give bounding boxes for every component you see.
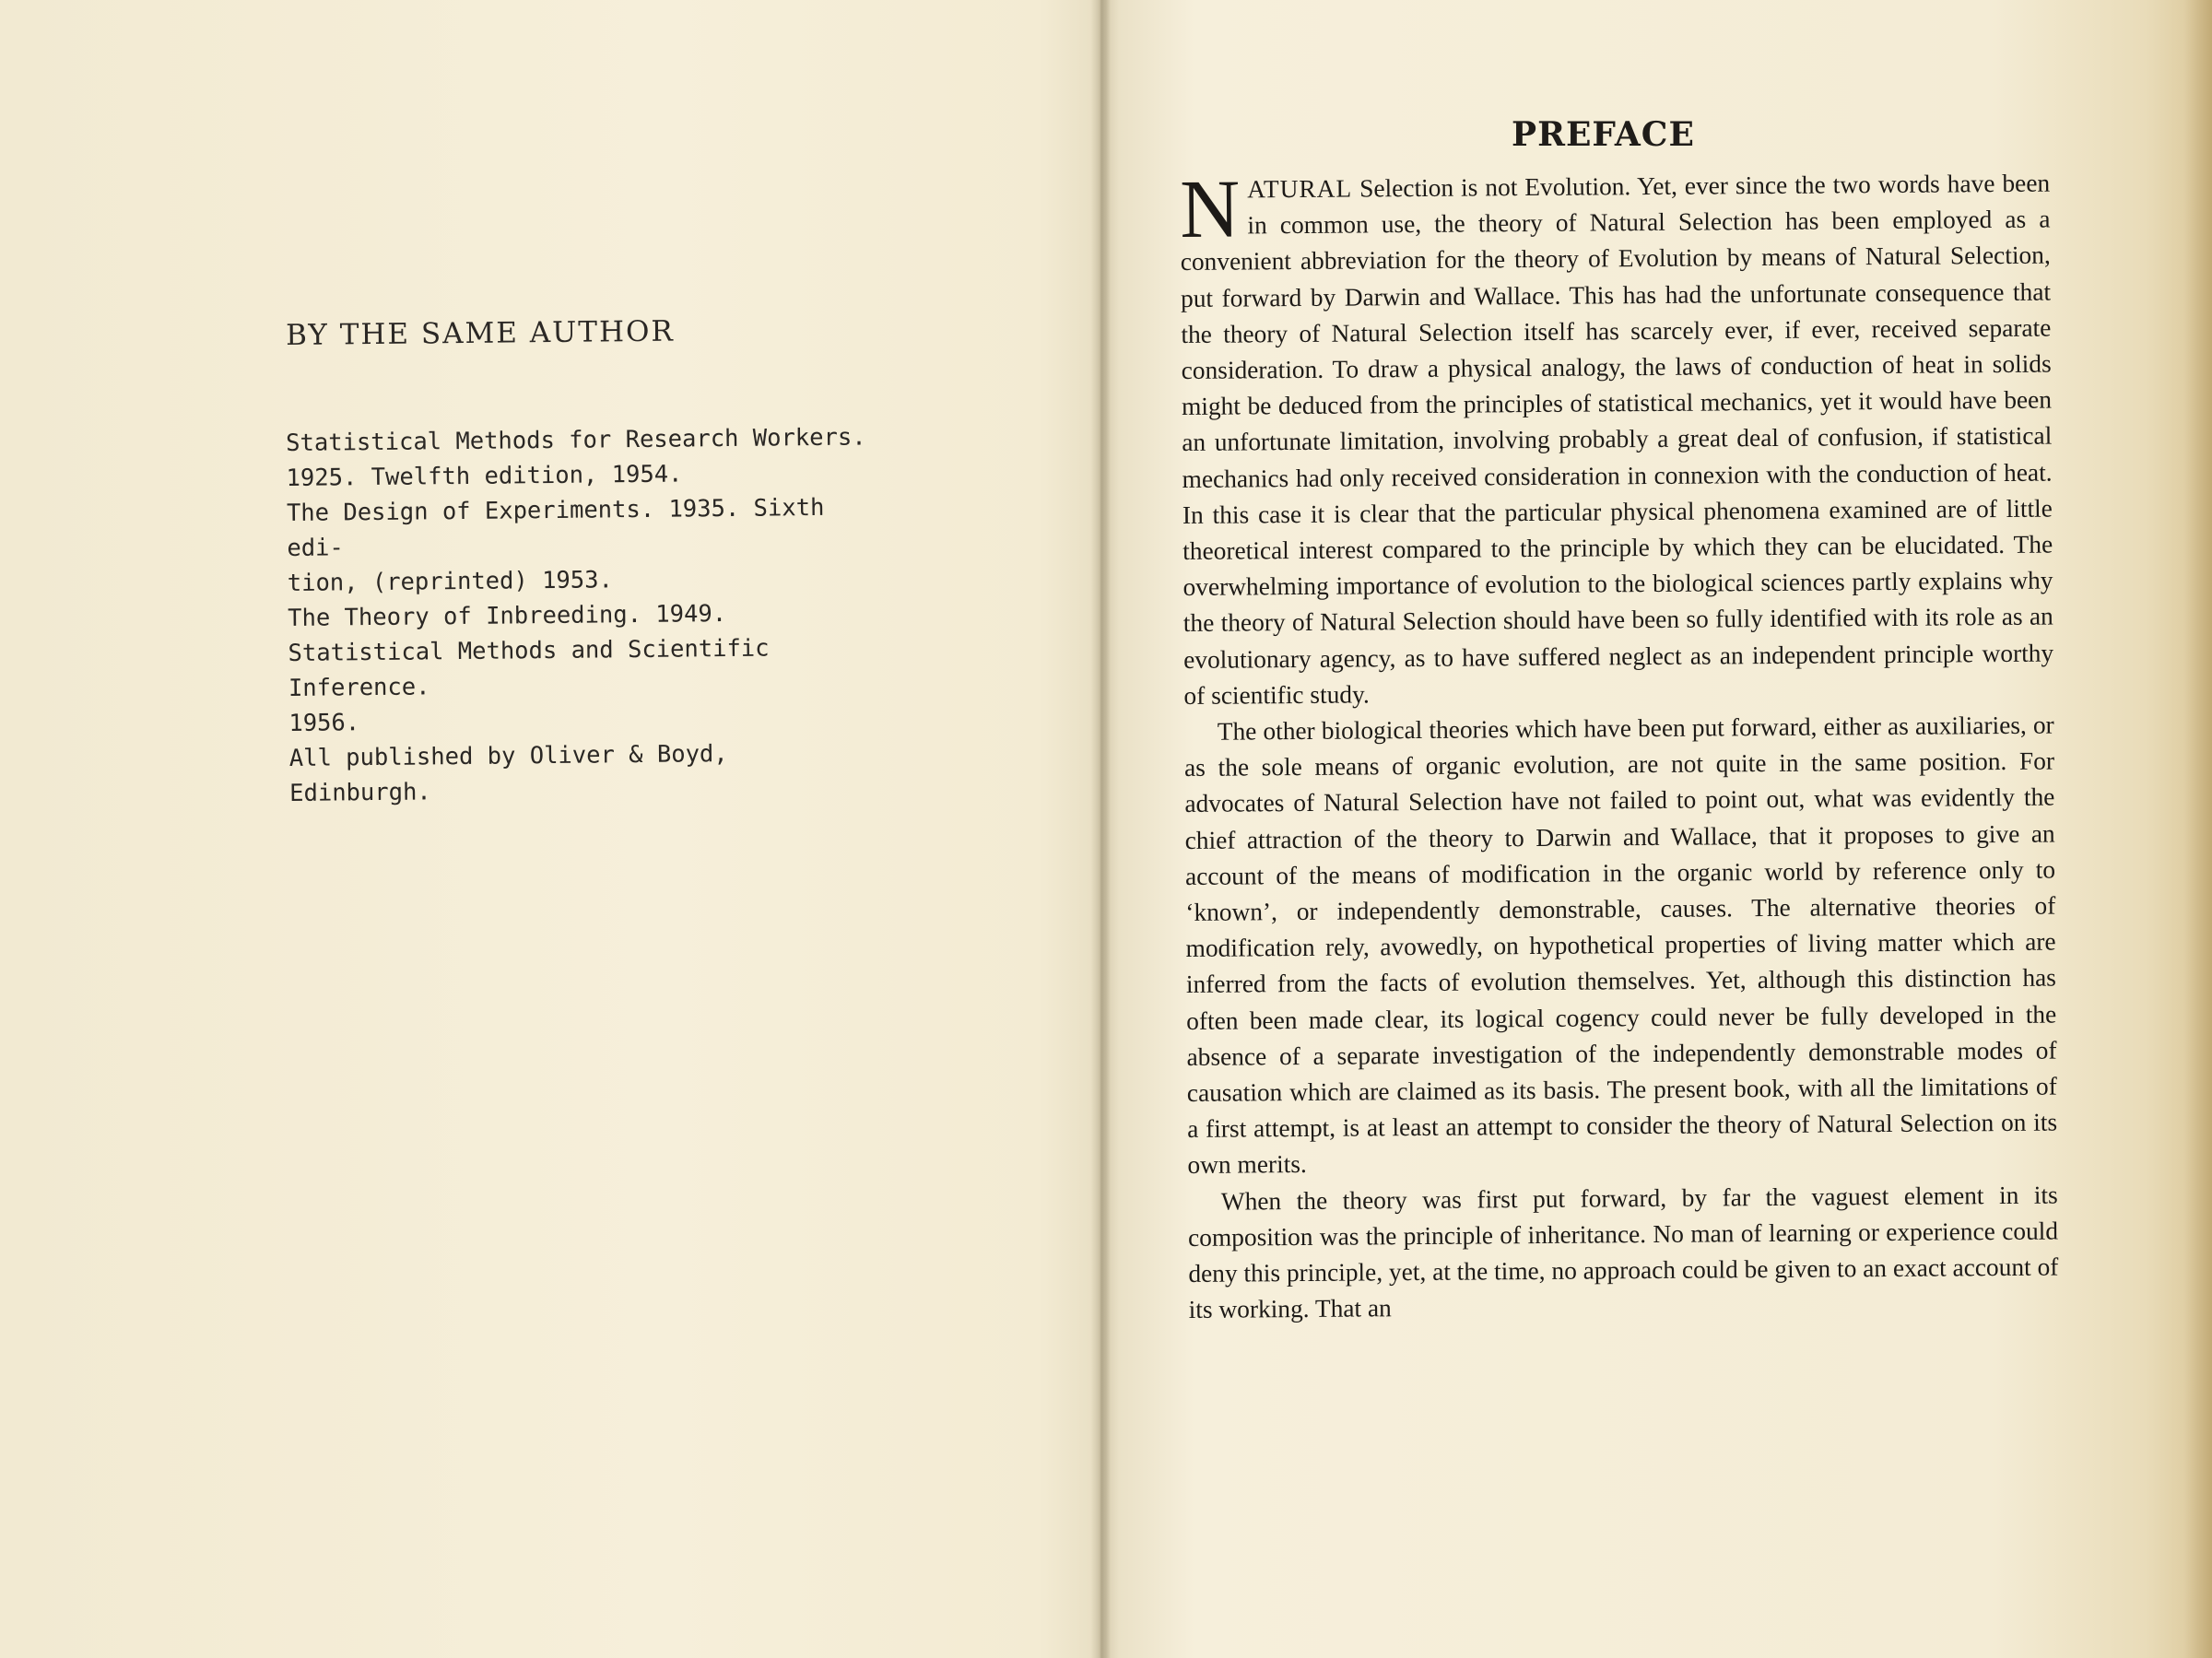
first-word-smallcaps: ATURAL [1247, 174, 1353, 204]
works-line: Statistical Methods and Scientific Inference. [288, 634, 770, 702]
paragraph-text: Selection is not Evolution. Yet, ever since the two words have been in common use, the theory of Natural Selection has been employed as a convenient abbreviation for the theory of Evolution by means of Natural Selection, put forward by Darwin and Wallace. This has had the unfortunate consequence that the theory of Natural Selection itself has scarcely ever, if ever, received separate consideration. To draw a physical analogy, the laws of conduction of heat in solids might be deduced from the principles of statistical mechanics, yet it would have been an unfortunate limitation, involving probably a great deal of confusion, if statistical mechanics had only received consideration in connexion with the conduction of heat. In this case it is clear that the particular physical phenomena examined are of little theoretical interest compared to the principle by which they can be elucidated. The overwhelming importance of evolution to the biological sciences partly explains why the theory of Natural Selection should have been so fully identified with its role as an evolutionary agency, as to have suffered neglect as an independent principle worthy of scientific study. [1180, 169, 2054, 710]
preface-title: PREFACE [1512, 115, 1695, 154]
works-line: The Theory of Inbreeding. 1949. [288, 600, 727, 632]
works-list [286, 419, 879, 811]
works-line: All published by Oliver & Boyd, Edinburgh. [288, 739, 728, 807]
drop-cap: N [1179, 163, 1241, 255]
preface-paragraph-1 [1179, 163, 2054, 714]
works-line: tion, (reprinted) 1953. [287, 566, 614, 597]
preface-body [1179, 163, 2059, 1329]
works-line: 1925. Twelfth edition, 1954. [286, 460, 683, 492]
left-page [0, 0, 1097, 1658]
works-line: Statistical Methods for Research Workers. [286, 423, 866, 457]
preface-paragraph-2: The other biological theories which have been put forward, either as auxiliaries, or as the sole means of organic evolution, are not quite in the same position. For advocates of Natural Selection have not failed to point out, what was evidently the chief attraction of the theory to Darwin and Wallace, that it proposes to give an account of the means of modification in the organic world by reference only to ‘known’, or independently demonstrable, causes. The alternative theories of modification rely, avowedly, on hypothetical properties of living matter which are inferred from the facts of evolution themselves. Yet, although this distinction has often been made clear, its logical cogency could never be fully developed in the absence of a separate investigation of the independently demonstrable modes of causation which are claimed as its basis. The present book, with all the limitations of a first attempt, is at least an attempt to consider the theory of Natural Selection on its own merits. [1183, 711, 2058, 1180]
by-same-author-heading: BY THE SAME AUTHOR [286, 314, 675, 352]
works-line: 1956. [288, 709, 360, 737]
preface-paragraph-3: When the theory was first put forward, by far the vaguest element in its composition was the principle of inheritance. No man of learning or experience could deny this principle, yet, at the time, no approach could be given to an exact account of its working. That an [1187, 1181, 2059, 1324]
works-line: The Design of Experiments. 1935. Sixth edi- [286, 493, 825, 562]
